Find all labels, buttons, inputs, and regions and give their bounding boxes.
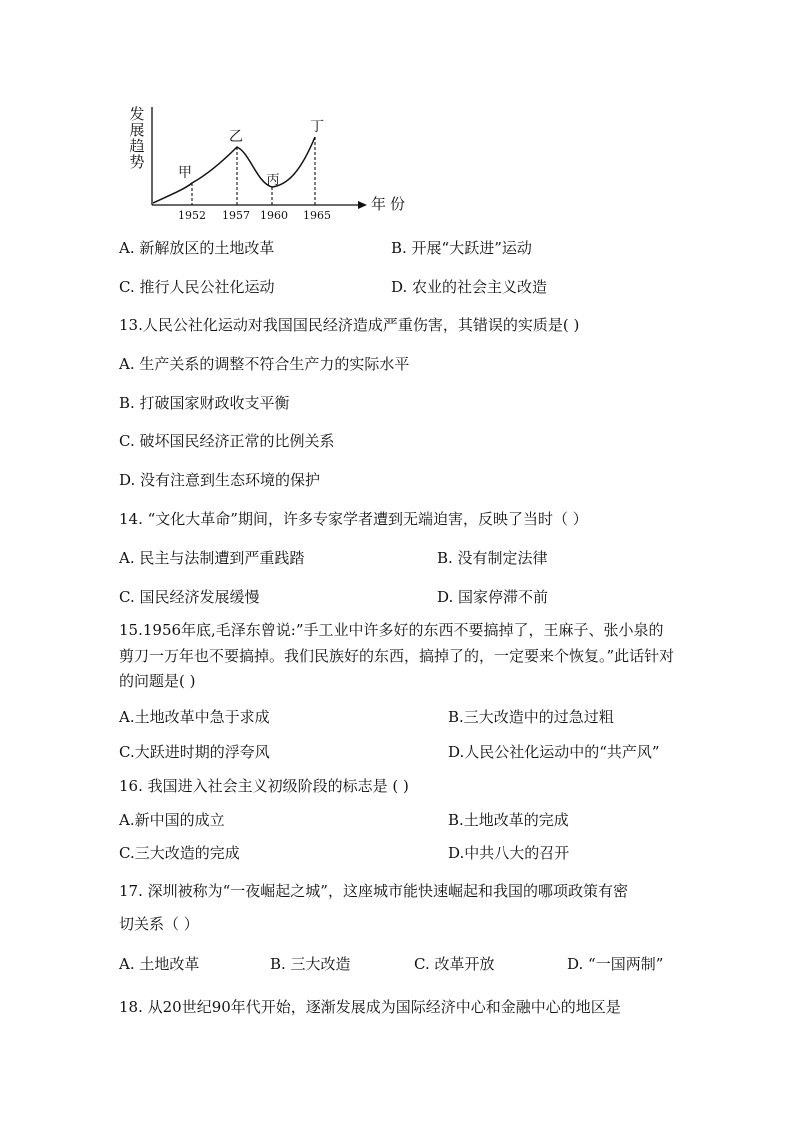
q12-option-d: D. 农业的社会主义改造	[391, 278, 548, 296]
annotation-yi: 乙	[229, 129, 243, 145]
q15-stem-line1: 15.1956年底,毛泽东曾说:”手工业中许多好的东西不要搞掉了，王麻子、张小泉的	[119, 621, 664, 639]
annotation-jia: 甲	[178, 165, 192, 181]
q16-option-d: D.中共八大的召开	[448, 844, 570, 862]
q15-stem-line3: 的问题是( )	[119, 672, 196, 690]
ylabel-char: 势	[129, 153, 145, 171]
q18-stem: 18. 从20世纪90年代开始，逐渐发展成为国际经济中心和金融中心的地区是	[119, 998, 621, 1016]
q15-option-c: C.大跃进时期的浮夸风	[119, 743, 270, 761]
trend-chart	[115, 95, 415, 220]
ylabel-char: 展	[129, 121, 145, 139]
q17-option-c: C. 改革开放	[414, 955, 495, 973]
q12-option-a: A. 新解放区的土地改革	[119, 239, 275, 257]
q13-stem: 13.人民公社化运动对我国国民经济造成严重伤害，其错误的实质是( )	[119, 316, 580, 334]
q16-option-b: B.土地改革的完成	[448, 811, 569, 829]
q17-option-b: B. 三大改造	[270, 955, 351, 973]
ylabel-char: 发	[129, 105, 145, 123]
tick-label-1960: 1960	[260, 209, 288, 220]
tick-label-1957: 1957	[222, 209, 250, 220]
q17-stem-line2: 切关系（ ）	[119, 915, 199, 933]
q14-option-c: C. 国民经济发展缓慢	[119, 588, 260, 606]
q15-stem-line2: 剪刀一万年也不要搞掉。我们民族好的东西，搞掉了的，一定要来个恢复。”此话针对	[119, 647, 675, 665]
q14-option-a: A. 民主与法制遭到严重践踏	[119, 549, 305, 567]
annotation-bing: 丙	[266, 173, 280, 188]
q14-stem: 14. “文化大革命”期间，许多专家学者遭到无端迫害，反映了当时（ ）	[119, 510, 588, 528]
q16-stem: 16. 我国进入社会主义初级阶段的标志是 ( )	[119, 777, 409, 795]
q17-option-d: D. “一国两制”	[567, 955, 664, 973]
q13-option-c: C. 破坏国民经济正常的比例关系	[119, 432, 335, 450]
q12-option-b: B. 开展“大跃进”运动	[391, 239, 532, 257]
q15-option-a: A.土地改革中急于求成	[119, 708, 270, 726]
q16-option-a: A.新中国的成立	[119, 811, 225, 829]
x-axis-arrow	[358, 201, 367, 209]
q17-option-a: A. 土地改革	[119, 955, 200, 973]
ylabel-char: 趋	[129, 137, 145, 155]
tick-label-1965: 1965	[303, 209, 331, 220]
trend-chart-svg	[115, 95, 415, 220]
q14-option-b: B. 没有制定法律	[437, 549, 548, 567]
q15-option-b: B.三大改造中的过急过粗	[448, 708, 614, 726]
q17-stem-line1: 17. 深圳被称为“一夜崛起之城”，这座城市能快速崛起和我国的哪项政策有密	[119, 882, 628, 900]
q16-option-c: C.三大改造的完成	[119, 844, 240, 862]
q14-option-d: D. 国家停滞不前	[437, 588, 549, 606]
q15-option-d: D.人民公社化运动中的“共产风”	[448, 743, 660, 761]
q13-option-d: D. 没有注意到生态环境的保护	[119, 471, 321, 489]
tick-label-1952: 1952	[178, 209, 206, 220]
annotation-ding: 丁	[310, 119, 324, 135]
q13-option-a: A. 生产关系的调整不符合生产力的实际水平	[119, 355, 410, 373]
q13-option-b: B. 打破国家财政收支平衡	[119, 394, 290, 412]
xlabel: 年份	[370, 195, 410, 213]
q12-option-c: C. 推行人民公社化运动	[119, 278, 275, 296]
